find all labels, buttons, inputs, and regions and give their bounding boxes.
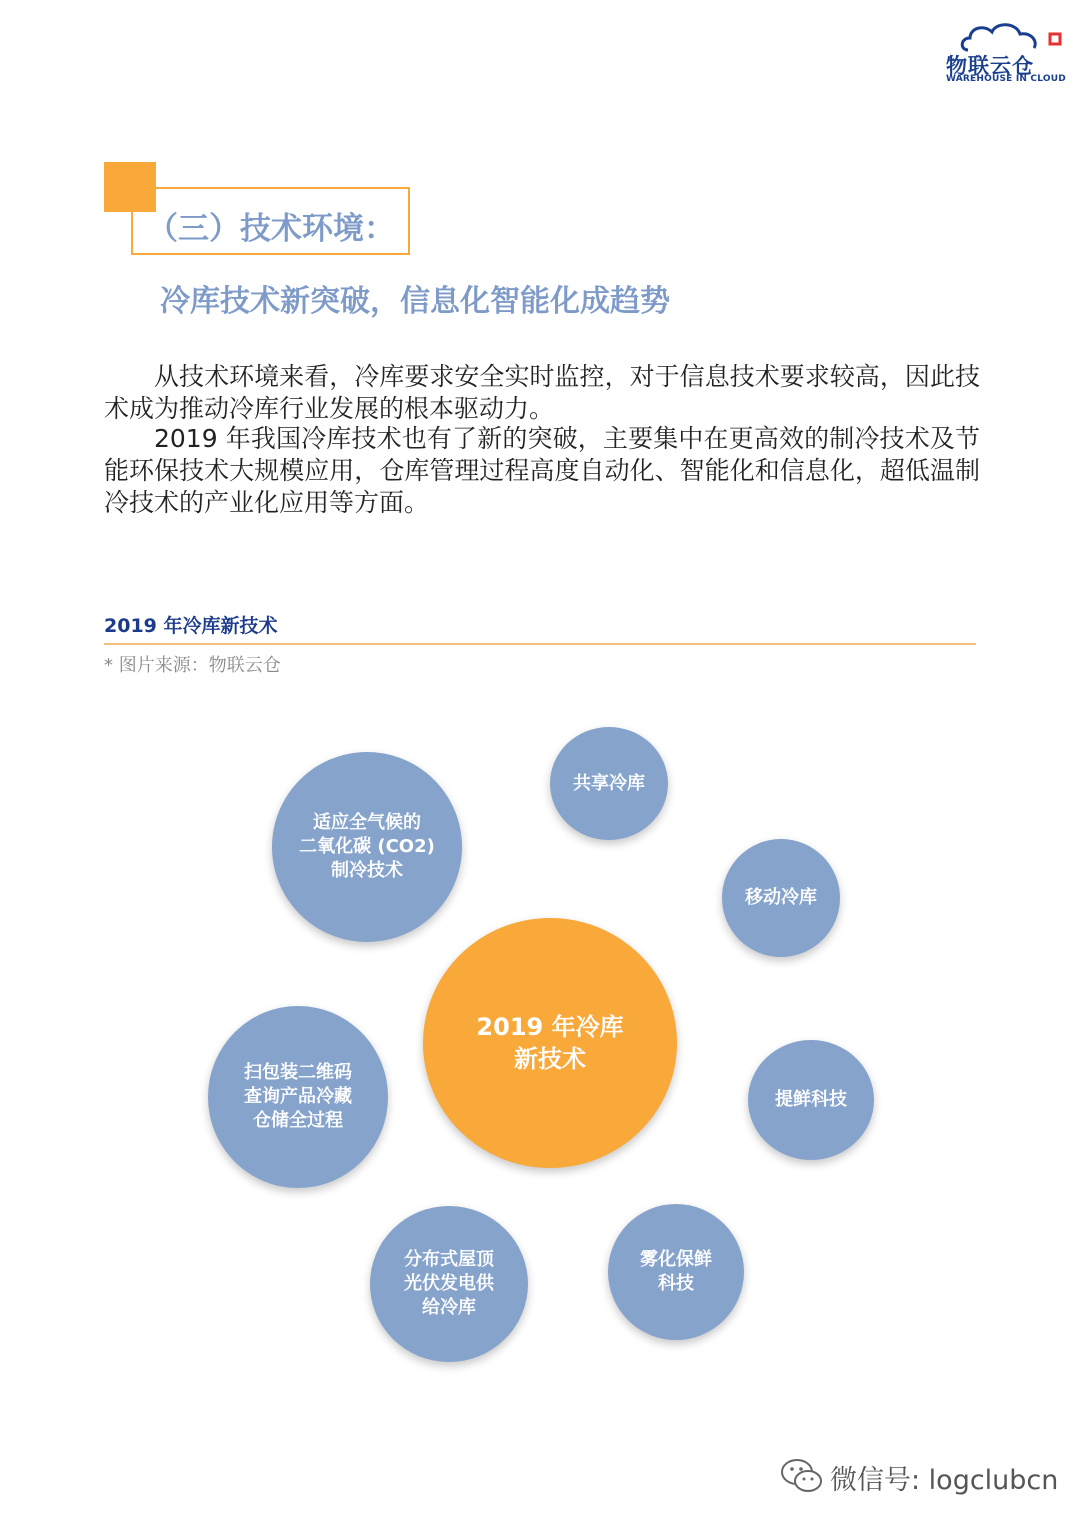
paragraph-2 xyxy=(104,423,980,519)
bubble-atomization-preservation xyxy=(608,1204,744,1340)
bubble-qr-tracking-label: 扫包装二维码 查询产品冷藏 仓储全过程 xyxy=(244,1062,352,1131)
logo-text-en: WAREHOUSE IN CLOUD xyxy=(946,74,1066,84)
bubble-atomization-preservation-label: 雾化保鲜 科技 xyxy=(640,1249,712,1294)
bubble-rooftop-solar-label: 分布式屋顶 光伏发电供 给冷库 xyxy=(404,1249,494,1318)
bubble-co2-refrigeration xyxy=(272,752,462,942)
bubble-freshness-tech-label: 提鲜科技 xyxy=(775,1089,847,1110)
bubble-qr-tracking xyxy=(208,1006,388,1188)
bubble-shared-cold-storage-label: 共享冷库 xyxy=(573,772,645,794)
paragraph-2-text: 2019 年我国冷库技术也有了新的突破，主要集中在更高效的制冷技术及节能环保技术大规模应用，仓库管理过程高度自动化、智能化和信息化，超低温制冷技术的产业化应用等方面。 xyxy=(104,424,980,517)
wechat-icon xyxy=(780,1457,824,1495)
bubble-center-label: 2019 年冷库 新技术 xyxy=(476,1013,624,1073)
bubble-shared-cold-storage xyxy=(550,727,668,840)
bubble-co2-refrigeration-label: 适应全气候的 二氧化碳 (CO2) 制冷技术 xyxy=(299,812,435,881)
figure-title: 2019 年冷库新技术 xyxy=(104,615,278,637)
bubble-mobile-cold-storage xyxy=(722,839,840,957)
watermark-text: 微信号: logclubcn xyxy=(830,1465,1059,1496)
paragraph-1 xyxy=(104,361,980,425)
bubble-center xyxy=(423,918,677,1168)
figure-divider xyxy=(104,643,976,645)
section-subtitle: 冷库技术新突破，信息化智能化成趋势 xyxy=(160,284,670,319)
section-title: （三）技术环境： xyxy=(147,211,395,247)
figure-source: * 图片来源：物联云仓 xyxy=(104,655,281,676)
logo-text-cn: 物联云仓 xyxy=(946,54,1034,78)
brand-logo xyxy=(938,14,1068,84)
bubble-freshness-tech xyxy=(748,1040,874,1160)
bubble-rooftop-solar xyxy=(370,1206,528,1362)
paragraph-1-text: 从技术环境来看，冷库要求安全实时监控，对于信息技术要求较高，因此技术成为推动冷库行业发展的根本驱动力。 xyxy=(104,362,980,423)
bubble-mobile-cold-storage-label: 移动冷库 xyxy=(745,887,817,908)
